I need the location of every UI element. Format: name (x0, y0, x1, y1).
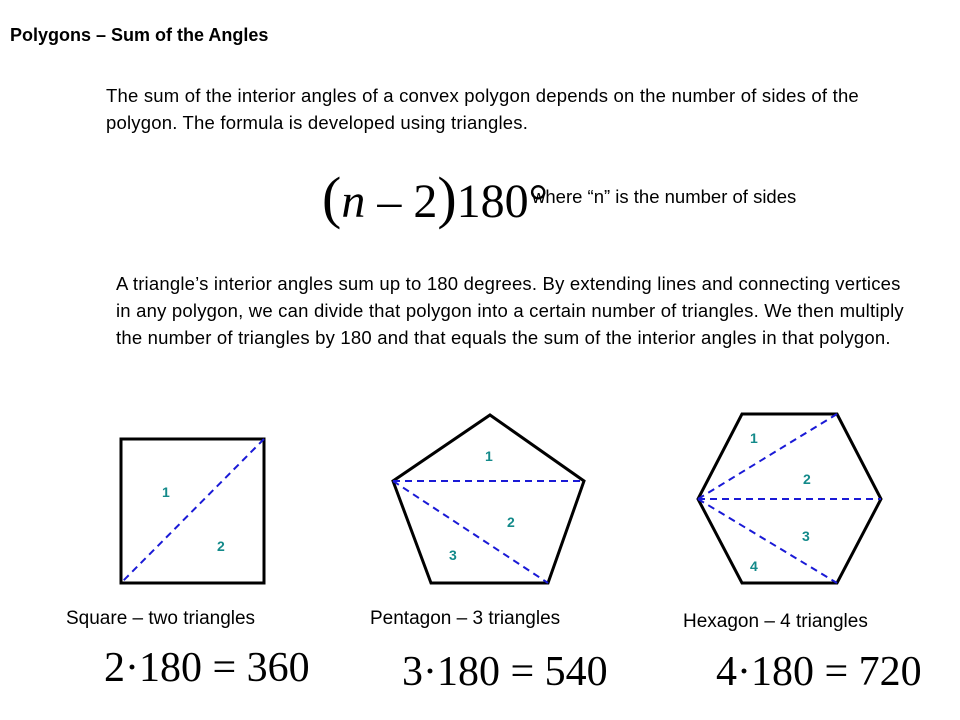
square-equation: 2·180 = 360 (104, 645, 310, 691)
formula-open-paren: ( (322, 165, 342, 230)
pentagon-outline (393, 415, 584, 583)
formula-variable-n: n (341, 175, 366, 228)
explanation-paragraph: A triangle’s interior angles sum up to 180 degrees. By extending lines and connecting vertices in any polygon, we can divide that polygon into a certain number of triangles. We then multiply the number of triangles by 180 and that equals the sum of the interior angles in that polygon. (116, 273, 904, 348)
intro-paragraph: The sum of the interior angles of a convex polygon depends on the number of sides of the polygon. The formula is developed using triangles. (106, 85, 859, 133)
formula-close-paren: ) (437, 165, 457, 230)
hexagon-label-2: 2 (803, 471, 811, 487)
pentagon-diagonal-2 (393, 481, 548, 583)
hexagon-label-1: 1 (750, 430, 758, 446)
pentagon-diagram (393, 415, 584, 583)
pentagon-label-2: 2 (507, 514, 515, 530)
pentagon-label-3: 3 (449, 547, 457, 563)
hexagon-label-3: 3 (802, 528, 810, 544)
square-caption: Square – two triangles (66, 608, 256, 629)
square-label-1: 1 (162, 484, 170, 500)
formula-value: 180° (456, 175, 548, 228)
hexagon-equation: 4·180 = 720 (716, 649, 922, 695)
hexagon-caption: Hexagon – 4 triangles (683, 611, 868, 632)
pentagon-caption: Pentagon – 3 triangles (370, 608, 561, 629)
page-title: Polygons – Sum of the Angles (10, 25, 269, 45)
formula-minus-two: – 2 (365, 175, 438, 228)
square-diagonal (121, 439, 264, 583)
square-label-2: 2 (217, 538, 225, 554)
square-diagram (121, 439, 264, 583)
pentagon-equation: 3·180 = 540 (402, 649, 608, 695)
hexagon-diagram (698, 414, 881, 583)
pentagon-label-1: 1 (485, 448, 493, 464)
formula-note: where “n” is the number of sides (532, 186, 797, 207)
hexagon-label-4: 4 (750, 558, 758, 574)
